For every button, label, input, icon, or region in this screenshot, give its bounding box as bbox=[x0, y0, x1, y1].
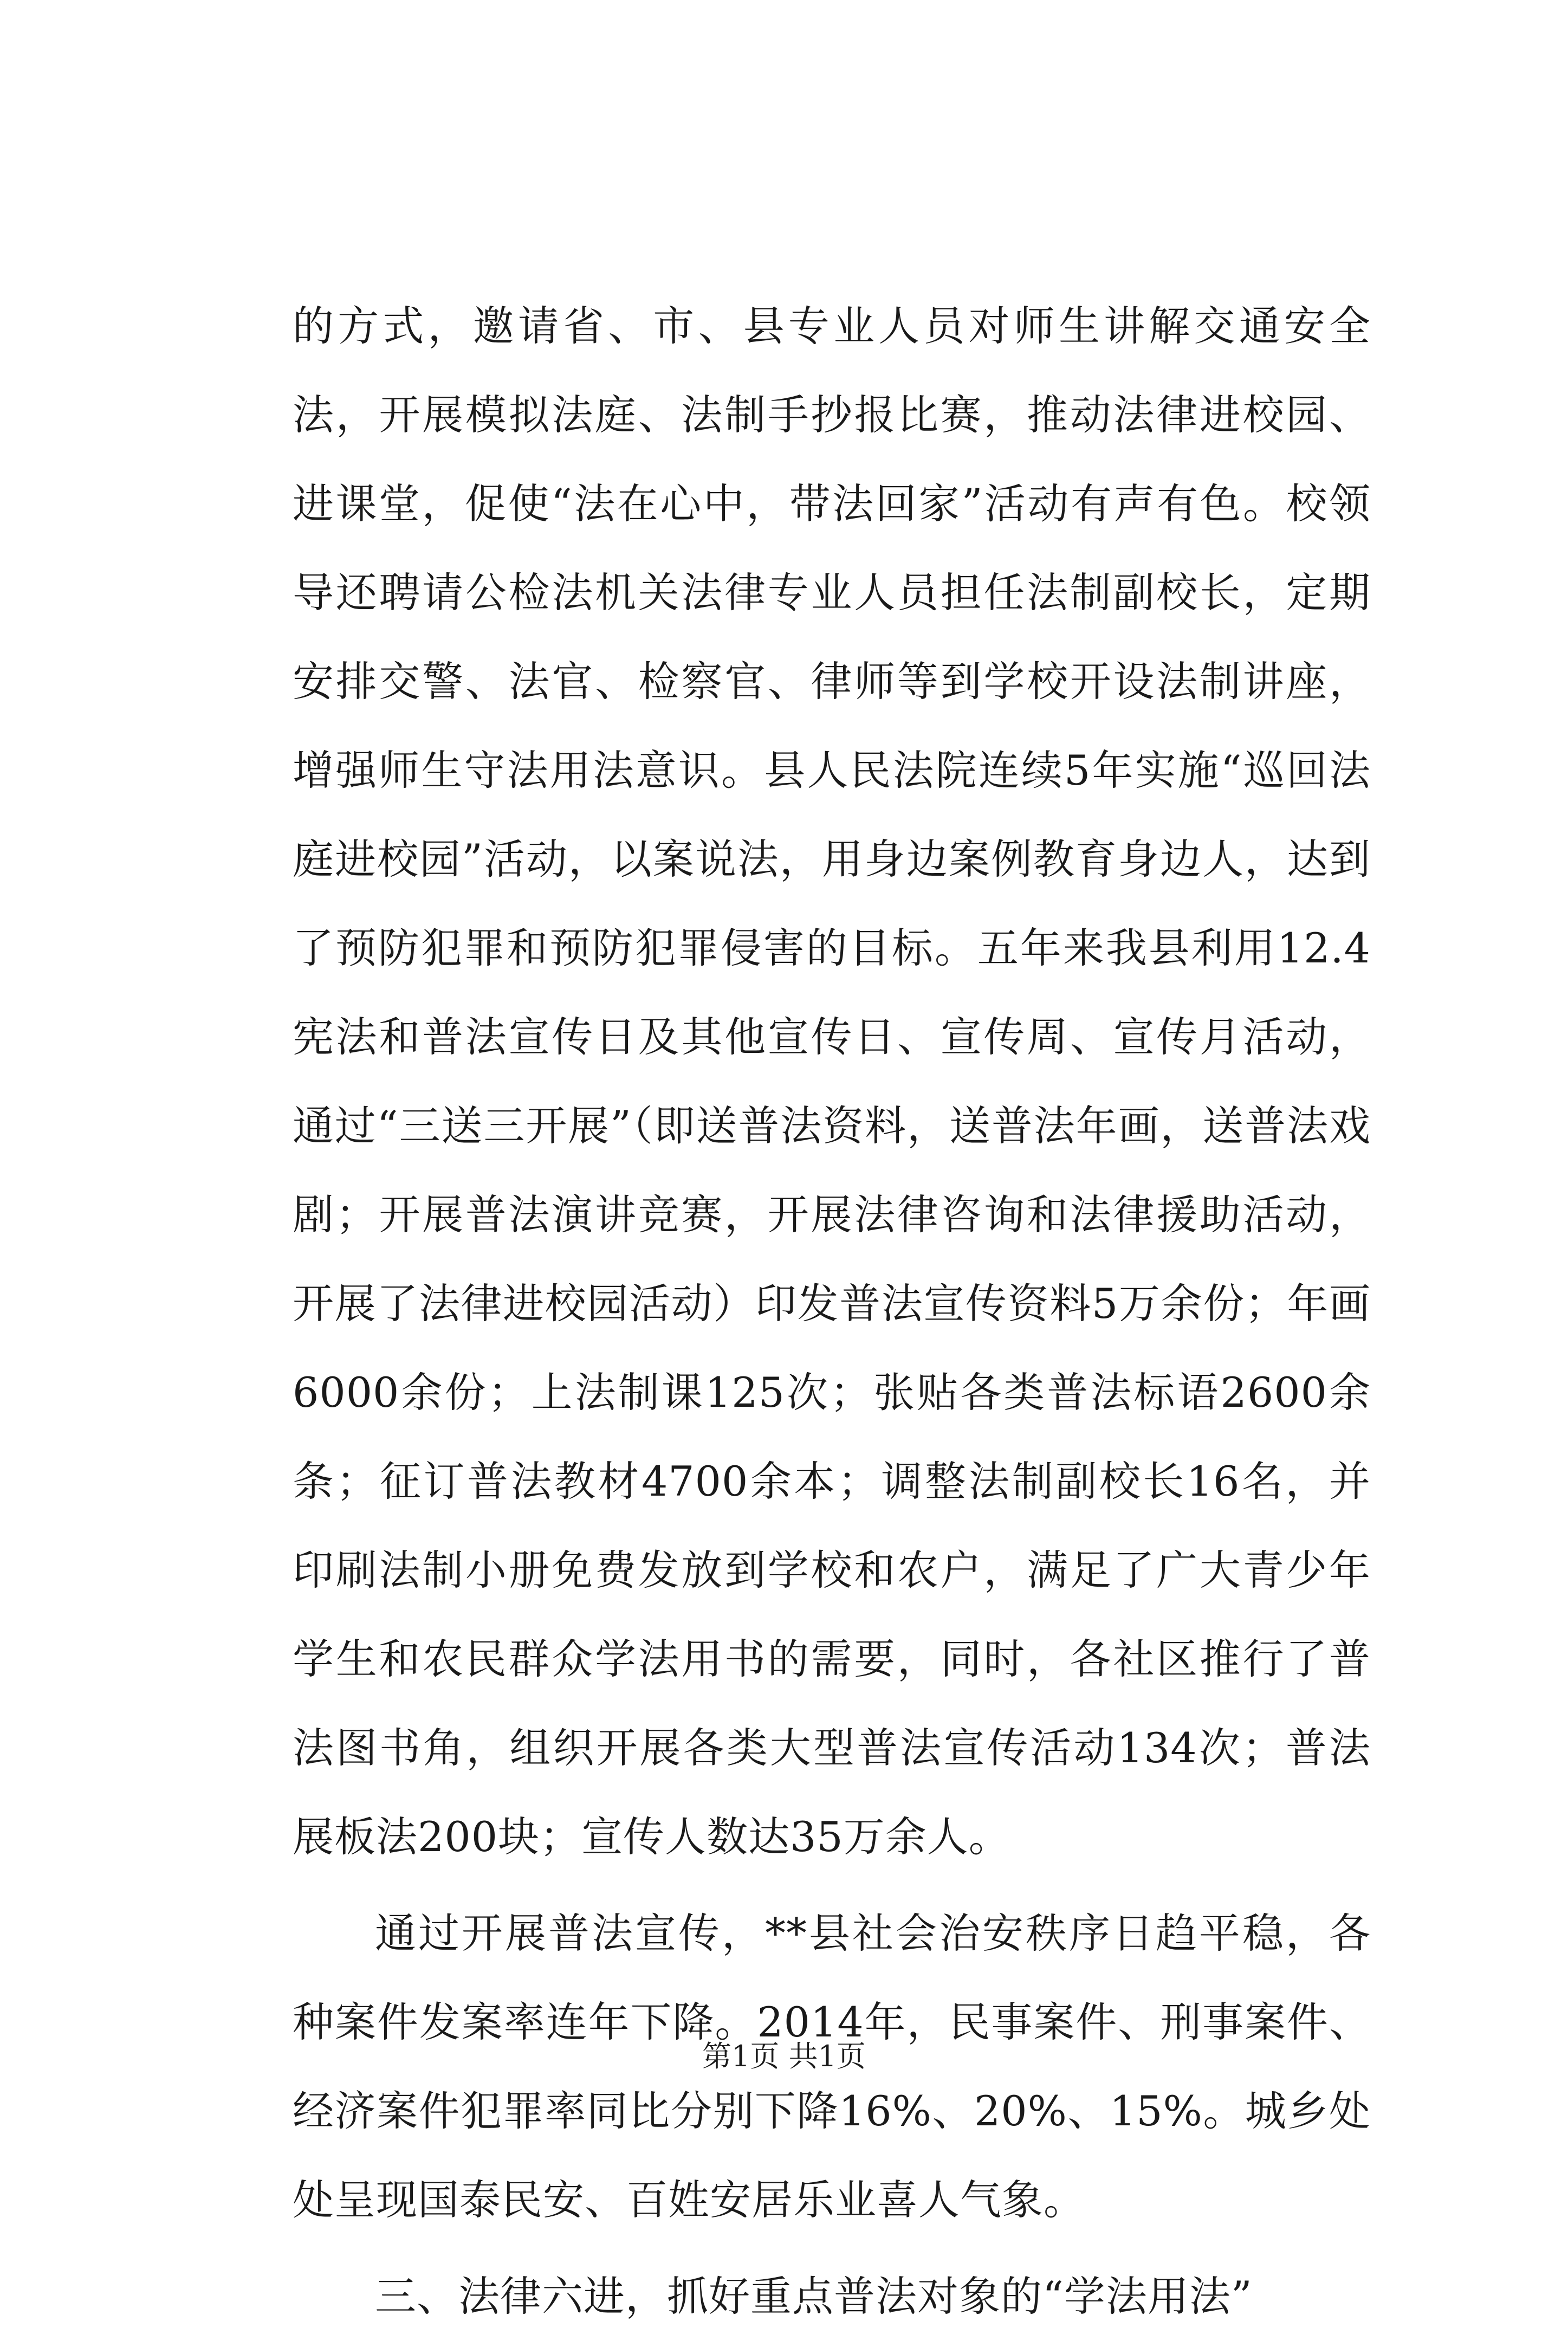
body-text bbox=[293, 282, 1371, 2341]
section-heading: 三、法律六进，抓好重点普法对象的“学法用法” bbox=[375, 2272, 1253, 2320]
page-footer: 第1页 共1页 bbox=[702, 2039, 866, 2073]
paragraph-continuation: 的方式，邀请省、市、县专业人员对师生讲解交通安全法，开展模拟法庭、法制手抄报比赛，推动法律进校园、进课堂，促使“法在心中，带法回家”活动有声有色。校领导还聘请公检法机关法律专业人员担任法制副校长，定期安排交警、法官、检察官、律师等到学校开设法制讲座，增强师生守法用法意识。县人民法院连续5年实施“巡回法庭进校园”活动，以案说法，用身边案例教育身边人，达到了预防犯罪和预防犯罪侵害的目标。五年来我县利用12.4宪法和普法宣传日及其他宣传日、宣传周、宣传月活动，通过“三送三开展”（即送普法资料，送普法年画，送普法戏剧；开展普法演讲竞赛，开展法律咨询和法律援助活动，开展了法律进校园活动）印发普法宣传资料5万余份；年画6000余份；上法制课125次；张贴各类普法标语2600余条；征订普法教材4700余本；调整法制副校长16名，并印刷法制小册免费发放到学校和农户，满足了广大青少年学生和农民群众学法用书的需要，同时，各社区推行了普法图书角，组织开展各类大型普法宣传活动134次；普法展板法200块；宣传人数达35万余人。 bbox=[293, 302, 1371, 1861]
paragraph-results: 通过开展普法宣传，**县社会治安秩序日趋平稳，各种案件发案率连年下降。2014年，民事案件、刑事案件、经济案件犯罪率同比分别下降16%、20%、15%。城乡处处呈现国泰民安、百姓安居乐业喜人气象。 bbox=[293, 1909, 1371, 2224]
